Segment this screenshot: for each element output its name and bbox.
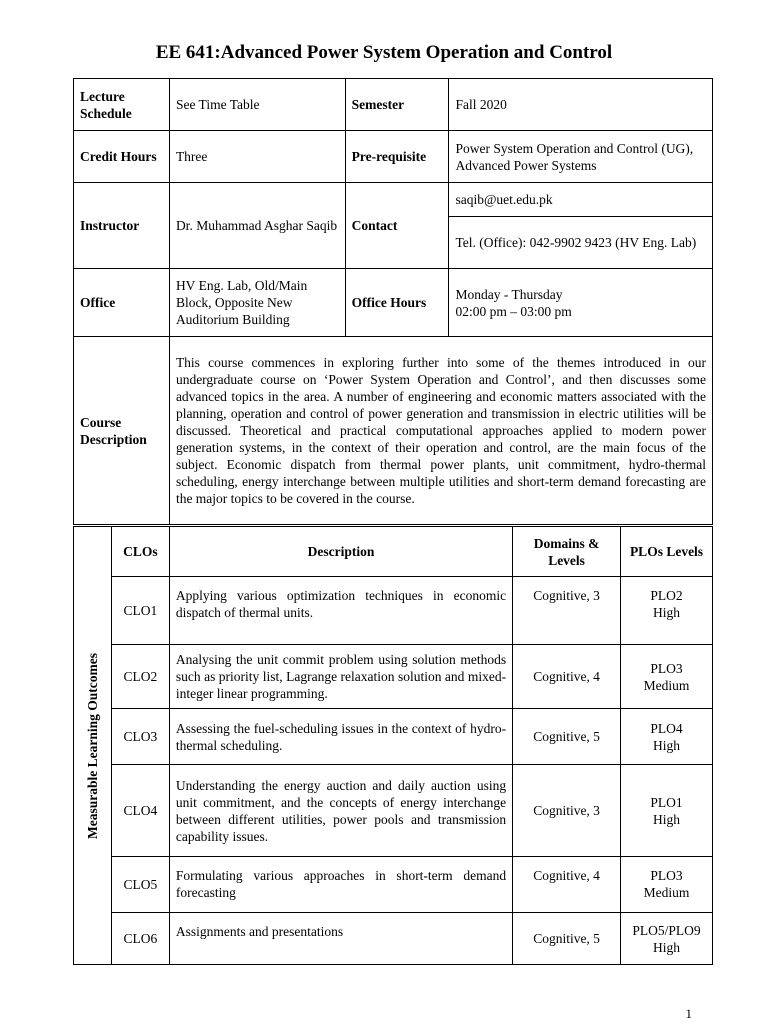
office-hours-time: 02:00 pm – 03:00 pm xyxy=(455,303,572,319)
clo-description: Analysing the unit commit problem using solution methods such as priority list, Lagrange relaxation solution and mixed-integer linear programming. xyxy=(169,645,512,709)
clo-domain: Cognitive, 3 xyxy=(513,577,621,645)
credit-label: Credit Hours xyxy=(74,131,170,183)
plo-code: PLO3 xyxy=(650,868,683,883)
clo-id: CLO5 xyxy=(111,857,169,913)
clo-plo xyxy=(621,913,713,965)
clo-description: Assessing the fuel-scheduling issues in the context of hydro-thermal scheduling. xyxy=(169,709,512,765)
row-credit xyxy=(74,131,713,183)
table-row xyxy=(74,913,713,965)
page-number: 1 xyxy=(685,1006,692,1021)
credit-value: Three xyxy=(169,131,345,183)
clo-plo xyxy=(621,709,713,765)
clo-id: CLO1 xyxy=(111,577,169,645)
lecture-label: Lecture Schedule xyxy=(74,79,170,131)
clo-header-row xyxy=(74,527,713,577)
clo-description: Assignments and presentations xyxy=(169,913,512,965)
row-office xyxy=(74,269,713,337)
clo-id: CLO6 xyxy=(111,913,169,965)
plo-level: High xyxy=(653,605,680,620)
outcomes-side-cell xyxy=(74,527,112,965)
lecture-value: See Time Table xyxy=(169,79,345,131)
office-value: HV Eng. Lab, Old/Main Block, Opposite New Auditorium Building xyxy=(169,269,345,337)
clo-plo xyxy=(621,577,713,645)
header-clos: CLOs xyxy=(111,527,169,577)
outcomes-side-label: Measurable Learning Outcomes xyxy=(84,652,100,839)
plo-code: PLO4 xyxy=(650,720,683,736)
clo-plo xyxy=(621,857,713,913)
table-row xyxy=(74,857,713,913)
plo-level: High xyxy=(653,737,680,753)
table-row xyxy=(74,765,713,857)
clo-domain: Cognitive, 5 xyxy=(513,913,621,965)
plo-code: PLO5/PLO9 xyxy=(632,922,701,938)
semester-label: Semester xyxy=(345,79,449,131)
clo-description: Applying various optimization techniques in economic dispatch of thermal units. xyxy=(169,577,512,645)
description-value: This course commences in exploring further into some of the themes introduced in our undergraduate course on ‘Power System Operation and Control’, and then discusses some advanced topics in the area. A number of engineering and economic matters associated with the planning, operation and control of power generation and transmission in electric utilities will be discussed. Theoretical and practical computational approaches applied to modern power generation systems, in the context of their operation and control, are the main focus of the subject. Economic dispatch from thermal power plants, unit commitment, hydro-thermal scheduling, energy interchange between multiple utilities and short-term demand forecasting are the major topics to be covered in the course. xyxy=(169,337,712,525)
instructor-value: Dr. Muhammad Asghar Saqib xyxy=(169,183,345,269)
clo-domain: Cognitive, 4 xyxy=(513,857,621,913)
learning-outcomes-table xyxy=(73,526,713,965)
instructor-label: Instructor xyxy=(74,183,170,269)
header-plos: PLOs Levels xyxy=(621,527,713,577)
contact-email: saqib@uet.edu.pk xyxy=(449,183,713,217)
office-hours-label: Office Hours xyxy=(345,269,449,337)
clo-id: CLO4 xyxy=(111,765,169,857)
clo-plo xyxy=(621,765,713,857)
description-label: Course Description xyxy=(74,337,170,525)
plo-level: High xyxy=(653,939,680,955)
clo-domain: Cognitive, 3 xyxy=(513,765,621,857)
semester-value: Fall 2020 xyxy=(449,79,713,131)
table-row xyxy=(74,709,713,765)
contact-tel: Tel. (Office): 042-9902 9423 (HV Eng. Lab) xyxy=(449,217,713,269)
clo-id: CLO3 xyxy=(111,709,169,765)
clo-domain: Cognitive, 4 xyxy=(513,645,621,709)
header-domains: Domains & Levels xyxy=(513,527,621,577)
clo-domain: Cognitive, 5 xyxy=(513,709,621,765)
clo-plo xyxy=(621,645,713,709)
plo-level: Medium xyxy=(643,677,690,693)
table-row xyxy=(74,645,713,709)
plo-level: High xyxy=(653,811,680,827)
prereq-label: Pre-requisite xyxy=(345,131,449,183)
clo-description: Understanding the energy auction and daily auction using unit commitment, and the concepts of energy interchange between different utilities, power pools and transmission capability issues. xyxy=(169,765,512,857)
row-description xyxy=(74,337,713,525)
clo-description: Formulating various approaches in short-term demand forecasting xyxy=(169,857,512,913)
document-title: EE 641:Advanced Power System Operation and Control xyxy=(155,42,613,63)
office-hours-value xyxy=(449,269,713,337)
table-row xyxy=(74,577,713,645)
plo-code: PLO2 xyxy=(650,588,683,603)
plo-code: PLO3 xyxy=(650,660,683,676)
course-info-table xyxy=(73,78,713,525)
row-lecture xyxy=(74,79,713,131)
clo-id: CLO2 xyxy=(111,645,169,709)
prereq-value: Power System Operation and Control (UG), Advanced Power Systems xyxy=(449,131,713,183)
plo-code: PLO1 xyxy=(650,794,683,810)
plo-level: Medium xyxy=(643,885,690,900)
office-label: Office xyxy=(74,269,170,337)
header-description: Description xyxy=(169,527,512,577)
office-hours-days: Monday - Thursday xyxy=(455,286,563,302)
row-instructor xyxy=(74,183,713,217)
contact-label: Contact xyxy=(345,183,449,269)
